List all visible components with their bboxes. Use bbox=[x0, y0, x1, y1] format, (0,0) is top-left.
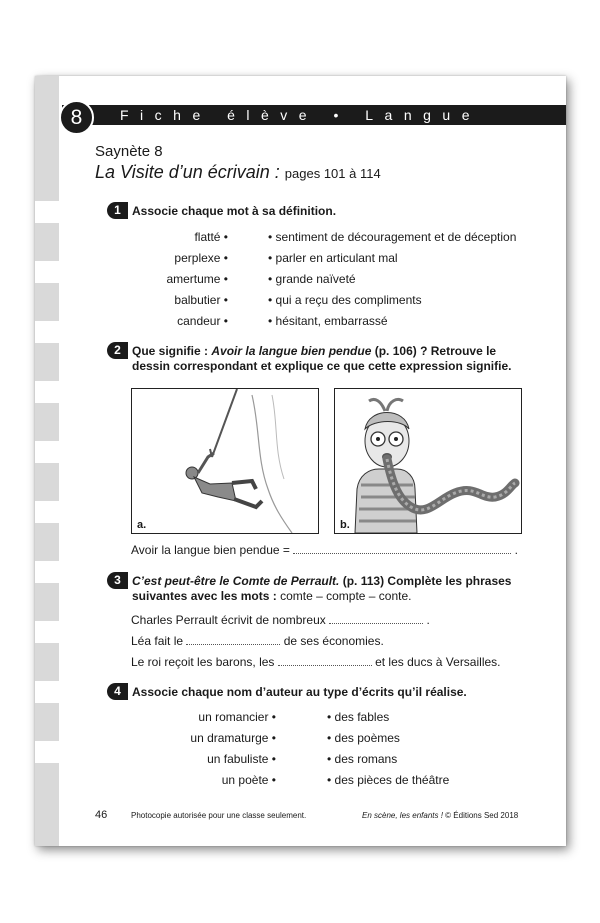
question-3-words: comte – compte – conte. bbox=[280, 589, 412, 603]
question-2-lead: Que signifie : bbox=[132, 344, 209, 358]
word-item: amertume • bbox=[166, 272, 228, 286]
question-2-badge: 2 bbox=[107, 342, 128, 359]
answer-blank[interactable] bbox=[293, 544, 511, 554]
margin-tab bbox=[35, 501, 59, 523]
author-item: un fabuliste • bbox=[207, 752, 276, 766]
word-item: balbutier • bbox=[174, 293, 228, 307]
question-1-badge: 1 bbox=[107, 202, 128, 219]
question-3-quote: C’est peut-être le Comte de Perrault. bbox=[132, 574, 340, 588]
sentence-2-end: de ses économies. bbox=[283, 634, 384, 648]
question-3-instruction-line2 bbox=[132, 589, 412, 603]
book-title: En scène, les enfants ! bbox=[362, 811, 443, 820]
margin-tab bbox=[35, 741, 59, 763]
sentence-2-start: Léa fait le bbox=[131, 634, 184, 648]
saynete-label: Saynète 8 bbox=[95, 143, 163, 160]
writing-type-item: • des fables bbox=[327, 710, 390, 724]
answer-line-expression bbox=[131, 543, 518, 557]
definition-item: • hésitant, embarrassé bbox=[268, 314, 388, 328]
header-title: Fiche élève • Langue bbox=[120, 107, 481, 123]
author-item: un poète • bbox=[221, 773, 276, 787]
worksheet-page bbox=[35, 76, 566, 846]
sentence-1-end: . bbox=[426, 613, 430, 627]
margin-tab bbox=[35, 261, 59, 283]
definition-item: • parler en articulant mal bbox=[268, 251, 398, 265]
question-1-instruction: Associe chaque mot à sa définition. bbox=[132, 204, 337, 218]
word-item: flatté • bbox=[194, 230, 228, 244]
sheet-number-badge: 8 bbox=[59, 100, 94, 135]
question-2-expression: Avoir la langue bien pendue bbox=[211, 344, 372, 358]
margin-tab bbox=[35, 681, 59, 703]
tongue-illustration bbox=[334, 388, 522, 534]
climber-illustration bbox=[131, 388, 319, 534]
author-item: un dramaturge • bbox=[190, 731, 276, 745]
word-item: perplexe • bbox=[174, 251, 228, 265]
sentence-1-blank[interactable] bbox=[329, 614, 423, 624]
image-b-label: b. bbox=[340, 519, 350, 531]
sentence-1 bbox=[131, 613, 430, 627]
question-3-rest: (p. 113) Complète les phrases bbox=[342, 574, 512, 588]
header-bar bbox=[62, 105, 566, 125]
page-title bbox=[95, 162, 381, 183]
sentence-3-blank[interactable] bbox=[278, 656, 372, 666]
question-2-instruction bbox=[132, 344, 496, 358]
question-4-instruction: Associe chaque nom d’auteur au type d’écrits qu’il réalise. bbox=[132, 685, 467, 699]
photocopy-notice: Photocopie autorisée pour une classe seulement. bbox=[131, 811, 307, 820]
page-range: pages 101 à 114 bbox=[284, 166, 381, 181]
publisher-credit: © Éditions Sed 2018 bbox=[445, 811, 519, 820]
answer-end: . bbox=[514, 543, 518, 557]
question-3-words-lead: suivantes avec les mots : bbox=[132, 589, 277, 603]
writing-type-item: • des romans bbox=[327, 752, 398, 766]
margin-tab bbox=[35, 321, 59, 343]
question-3-badge: 3 bbox=[107, 572, 128, 589]
question-4-badge: 4 bbox=[107, 683, 128, 700]
definition-item: • grande naïveté bbox=[268, 272, 356, 286]
tongue-drawing bbox=[335, 389, 521, 533]
definition-item: • sentiment de découragement et de déception bbox=[268, 230, 517, 244]
word-item: candeur • bbox=[177, 314, 228, 328]
sentence-3-start: Le roi reçoit les barons, les bbox=[131, 655, 275, 669]
question-3-instruction bbox=[132, 574, 511, 588]
definition-item: • qui a reçu des compliments bbox=[268, 293, 422, 307]
author-item: un romancier • bbox=[198, 710, 276, 724]
question-2-page-ref: (p. 106) ? Retrouve le bbox=[374, 344, 497, 358]
margin-tab bbox=[35, 201, 59, 223]
margin-tab bbox=[35, 561, 59, 583]
image-a-label: a. bbox=[137, 519, 147, 531]
writing-type-item: • des poèmes bbox=[327, 731, 400, 745]
margin-tab bbox=[35, 621, 59, 643]
page-number: 46 bbox=[95, 809, 108, 821]
sentence-3-end: et les ducs à Versailles. bbox=[375, 655, 501, 669]
margin-tab bbox=[35, 381, 59, 403]
sentence-2 bbox=[131, 634, 384, 648]
margin-tab bbox=[35, 441, 59, 463]
writing-type-item: • des pièces de théâtre bbox=[327, 773, 450, 787]
sentence-3 bbox=[131, 655, 501, 669]
copyright-credit bbox=[362, 811, 518, 820]
play-title: La Visite d’un écrivain : bbox=[95, 162, 280, 182]
answer-prompt: Avoir la langue bien pendue = bbox=[131, 543, 290, 557]
sentence-2-blank[interactable] bbox=[186, 635, 280, 645]
sentence-1-start: Charles Perrault écrivit de nombreux bbox=[131, 613, 326, 627]
question-2-instruction-line2: dessin correspondant et explique ce que cette expression signifie. bbox=[132, 359, 512, 373]
climber-drawing bbox=[132, 389, 318, 533]
